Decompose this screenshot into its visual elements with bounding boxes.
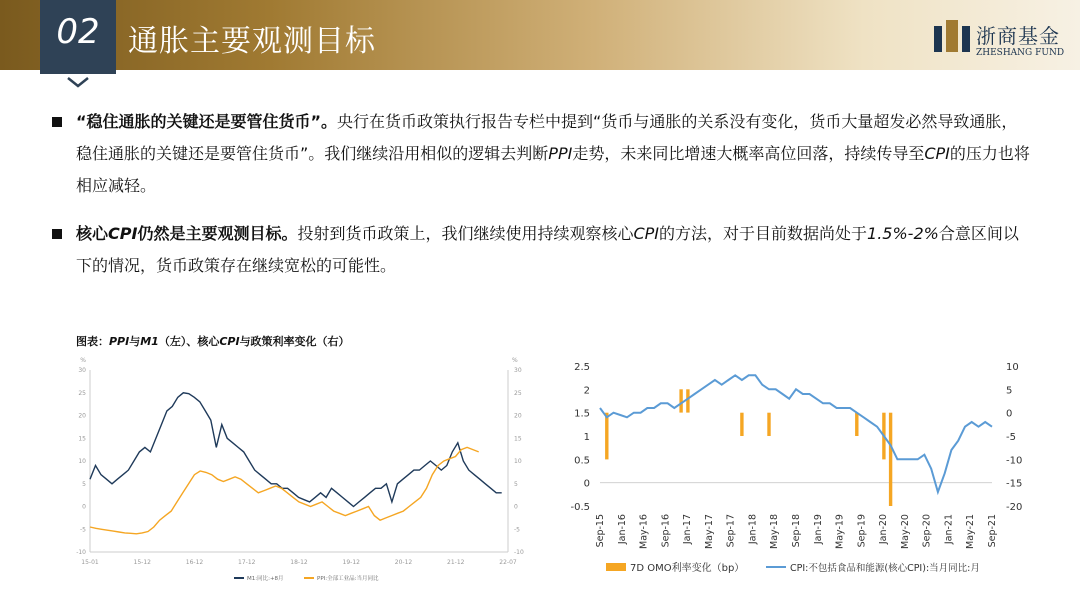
- ppi-term: PPI: [548, 144, 573, 163]
- y-tick-right: -10: [514, 549, 524, 556]
- y-tick-left: 0.5: [574, 455, 590, 467]
- y-tick-right: 5: [1006, 385, 1013, 397]
- series-line-ppi: [90, 447, 479, 533]
- omo-bar: [605, 413, 608, 460]
- y-tick-right: -15: [1006, 478, 1023, 490]
- x-tick: Jan-19: [812, 514, 824, 545]
- y-tick-left: 10: [78, 458, 86, 465]
- caption-cpi: CPI: [219, 335, 240, 348]
- lead-cpi-term: CPI: [108, 224, 138, 243]
- x-tick: May-20: [899, 514, 911, 549]
- x-tick: Jan-20: [878, 514, 890, 545]
- y-tick-left: 15: [78, 435, 86, 443]
- x-tick: Jan-18: [747, 514, 759, 545]
- caption-prefix: 图表：: [76, 335, 109, 348]
- company-logo: [932, 18, 1072, 64]
- logo-subtext: ZHESHANG FUND: [976, 48, 1065, 58]
- y-unit-left: %: [80, 357, 86, 364]
- cpi-term: CPI: [924, 144, 950, 163]
- x-tick: Sep-17: [725, 514, 737, 548]
- x-tick: May-18: [769, 514, 781, 549]
- x-tick: Jan-21: [943, 514, 955, 545]
- paragraph-2-body-2: 的方法，对于目前数据尚处于: [659, 224, 868, 243]
- x-tick: 15-01: [81, 559, 99, 566]
- paragraph-1-text: [76, 106, 1032, 202]
- page-title: 通胀主要观测目标: [128, 24, 376, 59]
- bullet-square: [52, 229, 62, 239]
- y-unit-right: %: [512, 357, 518, 364]
- y-tick-right: -5: [1006, 432, 1016, 443]
- x-tick: May-21: [965, 514, 977, 549]
- omo-bar: [679, 389, 682, 412]
- x-tick: 22-07: [499, 559, 517, 566]
- omo-bar: [686, 389, 689, 412]
- omo-bar: [855, 413, 858, 436]
- y-tick-right: -20: [1006, 502, 1023, 513]
- series-line-m1: [90, 393, 502, 507]
- y-tick-left: 2: [583, 385, 590, 397]
- x-tick: May-17: [703, 514, 715, 549]
- core-cpi-line: [600, 375, 992, 492]
- y-tick-left: 5: [82, 480, 86, 488]
- bullet-square: [52, 117, 62, 127]
- y-tick-left: -10: [76, 549, 86, 556]
- x-tick: Sep-18: [791, 514, 802, 548]
- y-tick-left: 2.5: [574, 362, 590, 373]
- logo-mark-icon: [932, 18, 972, 58]
- chart-core-cpi-omo: [560, 356, 1040, 592]
- x-tick: Sep-20: [921, 514, 933, 548]
- paragraph-1-body-3: 的压力也将相应减轻。: [76, 144, 1030, 195]
- legend-label: PPI:全部工业品:当月同比: [317, 576, 379, 582]
- omo-bar: [889, 413, 892, 506]
- logo-text: 浙商基金: [976, 24, 1060, 48]
- x-tick: 18-12: [290, 559, 308, 566]
- paragraph-2-lead: [76, 224, 297, 243]
- paragraph-1: [52, 106, 1032, 202]
- paragraph-2: [52, 218, 1032, 282]
- x-tick: Jan-16: [616, 514, 628, 545]
- y-tick-right: 0: [514, 503, 518, 511]
- legend-swatch-omo: [606, 563, 626, 571]
- paragraph-1-body: 央行在货币政策执行报告专栏中提到“货币与通胀的关系没有变化，货币大量超发必然导致通胀，稳住通胀的关键还是要管住货币”。我们继续沿用相似的逻辑去判断: [76, 112, 1018, 163]
- x-tick: 21-12: [447, 559, 465, 566]
- y-tick-right: 25: [514, 389, 522, 397]
- chart-ppi-m1: [74, 352, 534, 592]
- caption-ppi: PPI: [109, 335, 130, 348]
- x-tick: 16-12: [185, 559, 204, 566]
- chart-caption: [76, 333, 350, 349]
- y-tick-right: 20: [514, 412, 522, 420]
- y-tick-right: 10: [514, 458, 522, 465]
- section-tab-chevron: [40, 74, 116, 94]
- x-tick: May-19: [834, 514, 846, 549]
- x-tick: Jan-17: [682, 514, 694, 545]
- x-tick: 20-12: [394, 559, 413, 566]
- y-tick-right: -5: [514, 526, 520, 534]
- caption-m1: M1: [140, 335, 159, 348]
- caption-left-note: （左）、核心: [158, 335, 220, 348]
- lead-part-1: 核心: [76, 224, 109, 243]
- legend-label-cpi: CPI:不包括食品和能源(核心CPI):当月同比:月: [790, 563, 980, 574]
- section-number: 02: [56, 12, 100, 52]
- legend-label: M1:同比:+8月: [247, 576, 284, 582]
- paragraph-2-body-3: 合意区间以下的情况，货币政策存在继续宽松的可能性。: [76, 224, 1019, 275]
- y-tick-left: 30: [78, 367, 86, 374]
- target-range: 1.5%-2%: [867, 224, 939, 243]
- y-tick-right: 30: [514, 367, 522, 374]
- y-tick-right: -10: [1006, 455, 1023, 467]
- caption-mid: 与: [129, 335, 141, 348]
- omo-bar: [767, 413, 770, 436]
- y-tick-left: 0: [82, 503, 86, 511]
- y-tick-right: 10: [1006, 362, 1019, 373]
- x-tick: 19-12: [342, 559, 360, 566]
- paragraph-1-body-2: 走势，未来同比增速大概率高位回落，持续传导至: [572, 144, 925, 163]
- x-tick: May-16: [638, 514, 650, 549]
- y-tick-left: 1: [583, 432, 590, 443]
- y-tick-right: 0: [1006, 408, 1013, 420]
- legend-label-omo: 7D OMO利率变化（bp）: [630, 563, 745, 574]
- y-tick-left: 1.5: [574, 408, 590, 420]
- y-tick-right: 5: [514, 480, 518, 488]
- lead-part-2: 仍然是主要观测目标。: [137, 224, 298, 243]
- y-tick-right: 15: [514, 435, 522, 443]
- x-tick: Sep-21: [987, 514, 998, 548]
- x-tick: 17-12: [238, 559, 256, 566]
- caption-suffix: 与政策利率变化（右）: [239, 335, 350, 348]
- y-tick-left: 0: [583, 478, 590, 490]
- cpi-term: CPI: [633, 224, 660, 243]
- x-tick: Sep-19: [856, 514, 868, 548]
- y-tick-left: -0.5: [570, 502, 590, 513]
- x-tick: Sep-16: [660, 514, 672, 548]
- paragraph-2-body: 投射到货币政策上，我们继续使用持续观察核心: [297, 224, 634, 243]
- omo-bar: [740, 413, 743, 436]
- paragraph-2-text: [76, 218, 1032, 282]
- section-tab: [40, 0, 116, 74]
- y-tick-left: 25: [78, 389, 86, 397]
- y-tick-left: 20: [78, 412, 86, 420]
- y-tick-left: -5: [80, 526, 86, 534]
- paragraph-1-lead: “稳住通胀的关键还是要管住货币”。: [76, 112, 338, 131]
- x-tick: Sep-15: [595, 514, 606, 548]
- x-tick: 15-12: [133, 559, 151, 566]
